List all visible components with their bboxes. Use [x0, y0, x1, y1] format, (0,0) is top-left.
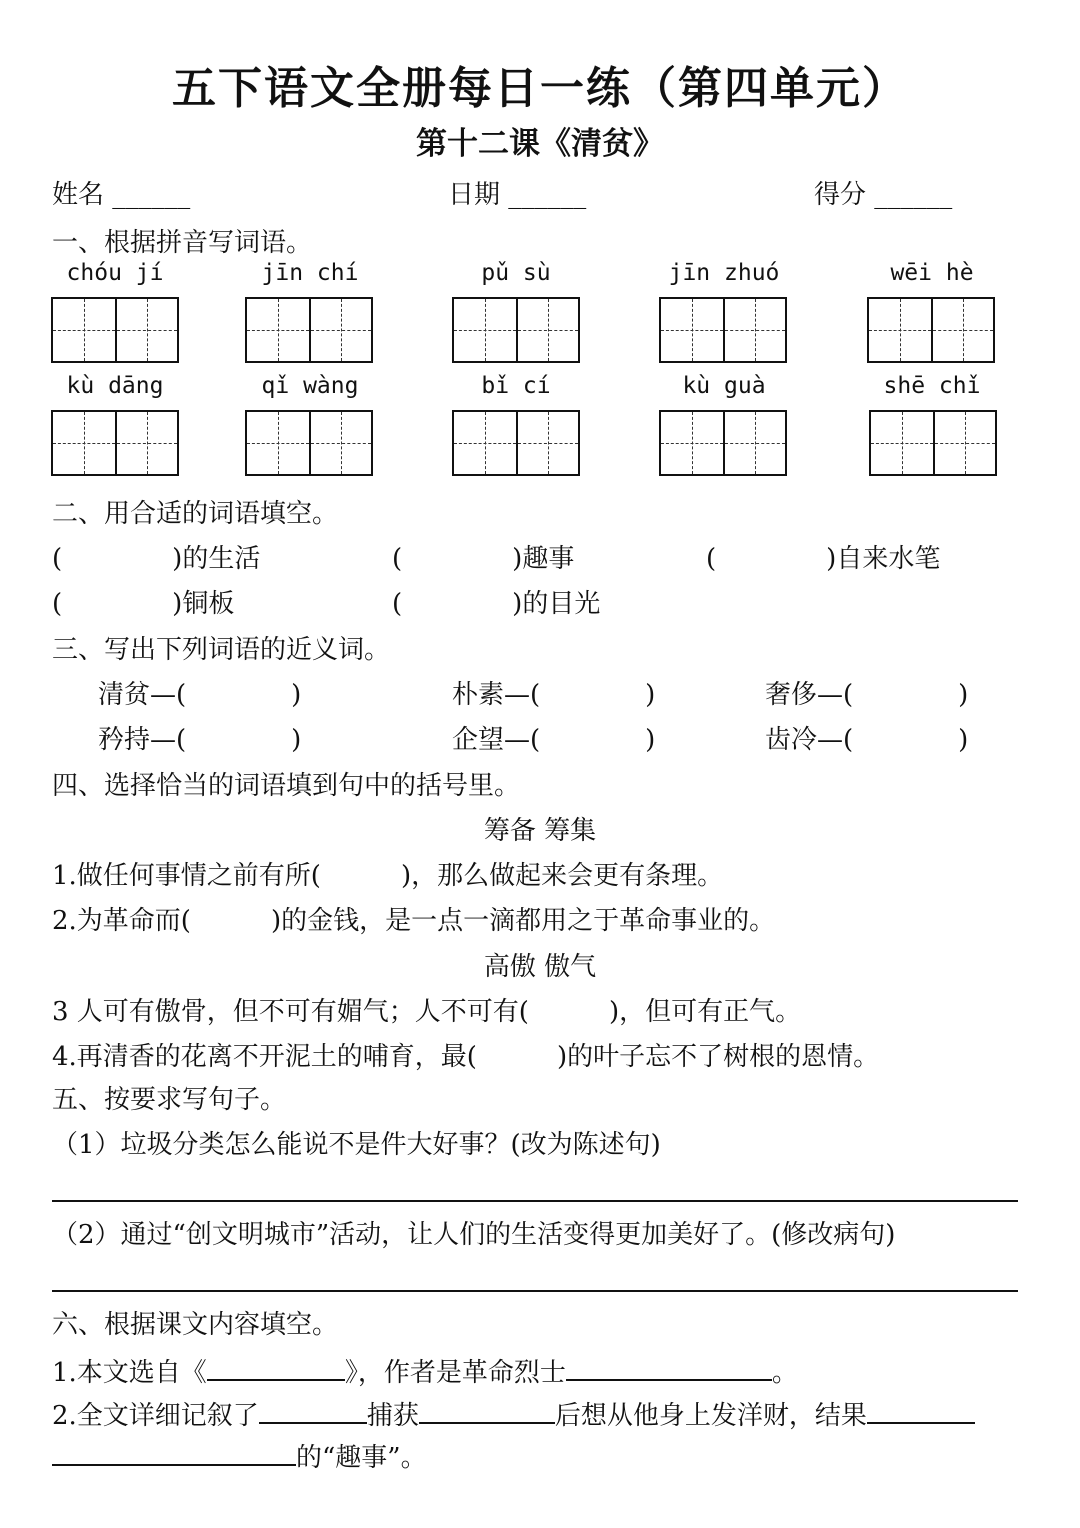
writing-grid[interactable]	[867, 297, 995, 363]
content-question-1[interactable]	[52, 1353, 798, 1390]
date-blank: ______	[508, 180, 587, 210]
pinyin-label: kù dāng	[66, 373, 164, 399]
answer-blank[interactable]	[207, 1353, 345, 1381]
fill-item-text: 趣事	[522, 544, 575, 574]
date-field[interactable]	[448, 178, 586, 212]
section-2-heading: 二、用合适的词语填空。	[52, 499, 339, 529]
synonym-item[interactable]	[452, 723, 655, 757]
synonym-word: 齿冷—(	[765, 725, 854, 755]
score-blank: ______	[874, 180, 953, 210]
pinyin-label: wēi hè	[890, 260, 974, 286]
writing-grid[interactable]	[659, 297, 787, 363]
fill-item-text: 的生活	[182, 544, 261, 574]
content-question-2[interactable]	[52, 1396, 975, 1433]
page-title: 五下语文全册每日一练（第四单元）	[172, 63, 908, 114]
name-label: 姓名	[52, 180, 105, 210]
open-paren: (	[392, 544, 403, 574]
writing-grid[interactable]	[245, 297, 373, 363]
question-text: )，但可有正气。	[608, 997, 802, 1027]
fill-item[interactable]	[52, 587, 234, 621]
answer-line[interactable]	[52, 1200, 1018, 1202]
question-text: 。	[771, 1358, 798, 1388]
writing-grid[interactable]	[869, 410, 997, 476]
synonym-item[interactable]	[98, 723, 301, 757]
fill-item[interactable]	[392, 542, 574, 576]
section-5-heading: 五、按要求写句子。	[52, 1085, 287, 1115]
answer-blank[interactable]	[52, 1438, 296, 1466]
question-text: 1.本文选自《	[52, 1358, 207, 1388]
answer-blank[interactable]	[867, 1396, 975, 1424]
open-paren: (	[706, 544, 717, 574]
content-question-2-cont[interactable]	[52, 1438, 427, 1475]
writing-grid[interactable]	[51, 410, 179, 476]
fill-item-text: 铜板	[182, 589, 235, 619]
writing-grid[interactable]	[452, 410, 580, 476]
question-text: 》，作者是革命烈士	[344, 1358, 566, 1388]
rewrite-question-1: （1）垃圾分类怎么能说不是件大好事？(改为陈述句)	[52, 1130, 661, 1160]
question-text: 后想从他身上发洋财，结果	[554, 1401, 867, 1431]
synonym-item[interactable]	[765, 678, 968, 712]
close-paren: )	[958, 725, 969, 755]
date-label: 日期	[448, 180, 501, 210]
synonym-item[interactable]	[452, 678, 655, 712]
close-paren: )	[291, 680, 302, 710]
section-1-heading: 一、根据拼音写词语。	[52, 228, 313, 258]
fill-item-text: 的目光	[522, 589, 601, 619]
pinyin-label: qǐ wàng	[261, 373, 359, 399]
question-text: )，那么做起来会更有条理。	[400, 861, 724, 891]
answer-line[interactable]	[52, 1290, 1018, 1292]
writing-grid[interactable]	[452, 297, 580, 363]
fill-item[interactable]	[52, 542, 260, 576]
question-text: 3 人可有傲骨，但不可有媚气；人不可有(	[52, 997, 529, 1027]
writing-grid[interactable]	[245, 410, 373, 476]
question-text: 4.再清香的花离不开泥土的哺育，最(	[52, 1042, 477, 1072]
section-6-heading: 六、根据课文内容填空。	[52, 1310, 339, 1340]
pinyin-label: shē chǐ	[883, 373, 981, 399]
question-text: 2.为革命而(	[52, 906, 191, 936]
pinyin-label: chóu jí	[66, 260, 164, 286]
close-paren: )	[172, 544, 183, 574]
score-label: 得分	[814, 180, 867, 210]
synonym-word: 矜持—(	[98, 725, 187, 755]
question-text: 捕获	[366, 1401, 419, 1431]
name-blank: ______	[112, 180, 191, 210]
pinyin-label: jīn chí	[261, 260, 359, 286]
fill-item[interactable]	[706, 542, 940, 576]
question-text: 2.全文详细记叙了	[52, 1401, 259, 1431]
answer-blank[interactable]	[566, 1353, 772, 1381]
question-4[interactable]	[52, 1040, 879, 1074]
section-3-heading: 三、写出下列词语的近义词。	[52, 635, 391, 665]
writing-grid[interactable]	[659, 410, 787, 476]
open-paren: (	[52, 589, 63, 619]
close-paren: )	[958, 680, 969, 710]
close-paren: )	[512, 544, 523, 574]
close-paren: )	[645, 725, 656, 755]
answer-blank[interactable]	[259, 1396, 367, 1424]
question-2[interactable]	[52, 904, 775, 938]
close-paren: )	[291, 725, 302, 755]
rewrite-question-2: （2）通过“创文明城市”活动，让人们的生活变得更加美好了。(修改病句)	[52, 1220, 896, 1250]
close-paren: )	[645, 680, 656, 710]
writing-grid[interactable]	[51, 297, 179, 363]
pinyin-label: kù guà	[682, 373, 766, 399]
name-field[interactable]	[52, 178, 190, 212]
word-choices: 高傲 傲气	[483, 952, 597, 982]
synonym-word: 企望—(	[452, 725, 541, 755]
pinyin-label: jīn zhuó	[668, 260, 780, 286]
synonym-word: 清贫—(	[98, 680, 187, 710]
question-text: )的叶子忘不了树根的恩情。	[556, 1042, 880, 1072]
close-paren: )	[172, 589, 183, 619]
question-text: 的“趣事”。	[296, 1443, 427, 1473]
question-1[interactable]	[52, 859, 723, 893]
close-paren: )	[512, 589, 523, 619]
word-choices: 筹备 筹集	[483, 816, 597, 846]
lesson-subtitle: 第十二课《清贫》	[416, 126, 664, 162]
synonym-item[interactable]	[98, 678, 301, 712]
open-paren: (	[52, 544, 63, 574]
fill-item[interactable]	[392, 587, 600, 621]
answer-blank[interactable]	[419, 1396, 555, 1424]
question-text: )的金钱，是一点一滴都用之于革命事业的。	[270, 906, 776, 936]
pinyin-label: pǔ sù	[481, 260, 551, 286]
score-field[interactable]	[814, 178, 952, 212]
fill-item-text: 自来水笔	[836, 544, 941, 574]
close-paren: )	[826, 544, 837, 574]
synonym-item[interactable]	[765, 723, 968, 757]
pinyin-label: bǐ cí	[481, 373, 551, 399]
section-4-heading: 四、选择恰当的词语填到句中的括号里。	[52, 771, 521, 801]
question-text: 1.做任何事情之前有所(	[52, 861, 321, 891]
synonym-word: 朴素—(	[452, 680, 541, 710]
open-paren: (	[392, 589, 403, 619]
synonym-word: 奢侈—(	[765, 680, 854, 710]
question-3[interactable]	[52, 995, 801, 1029]
